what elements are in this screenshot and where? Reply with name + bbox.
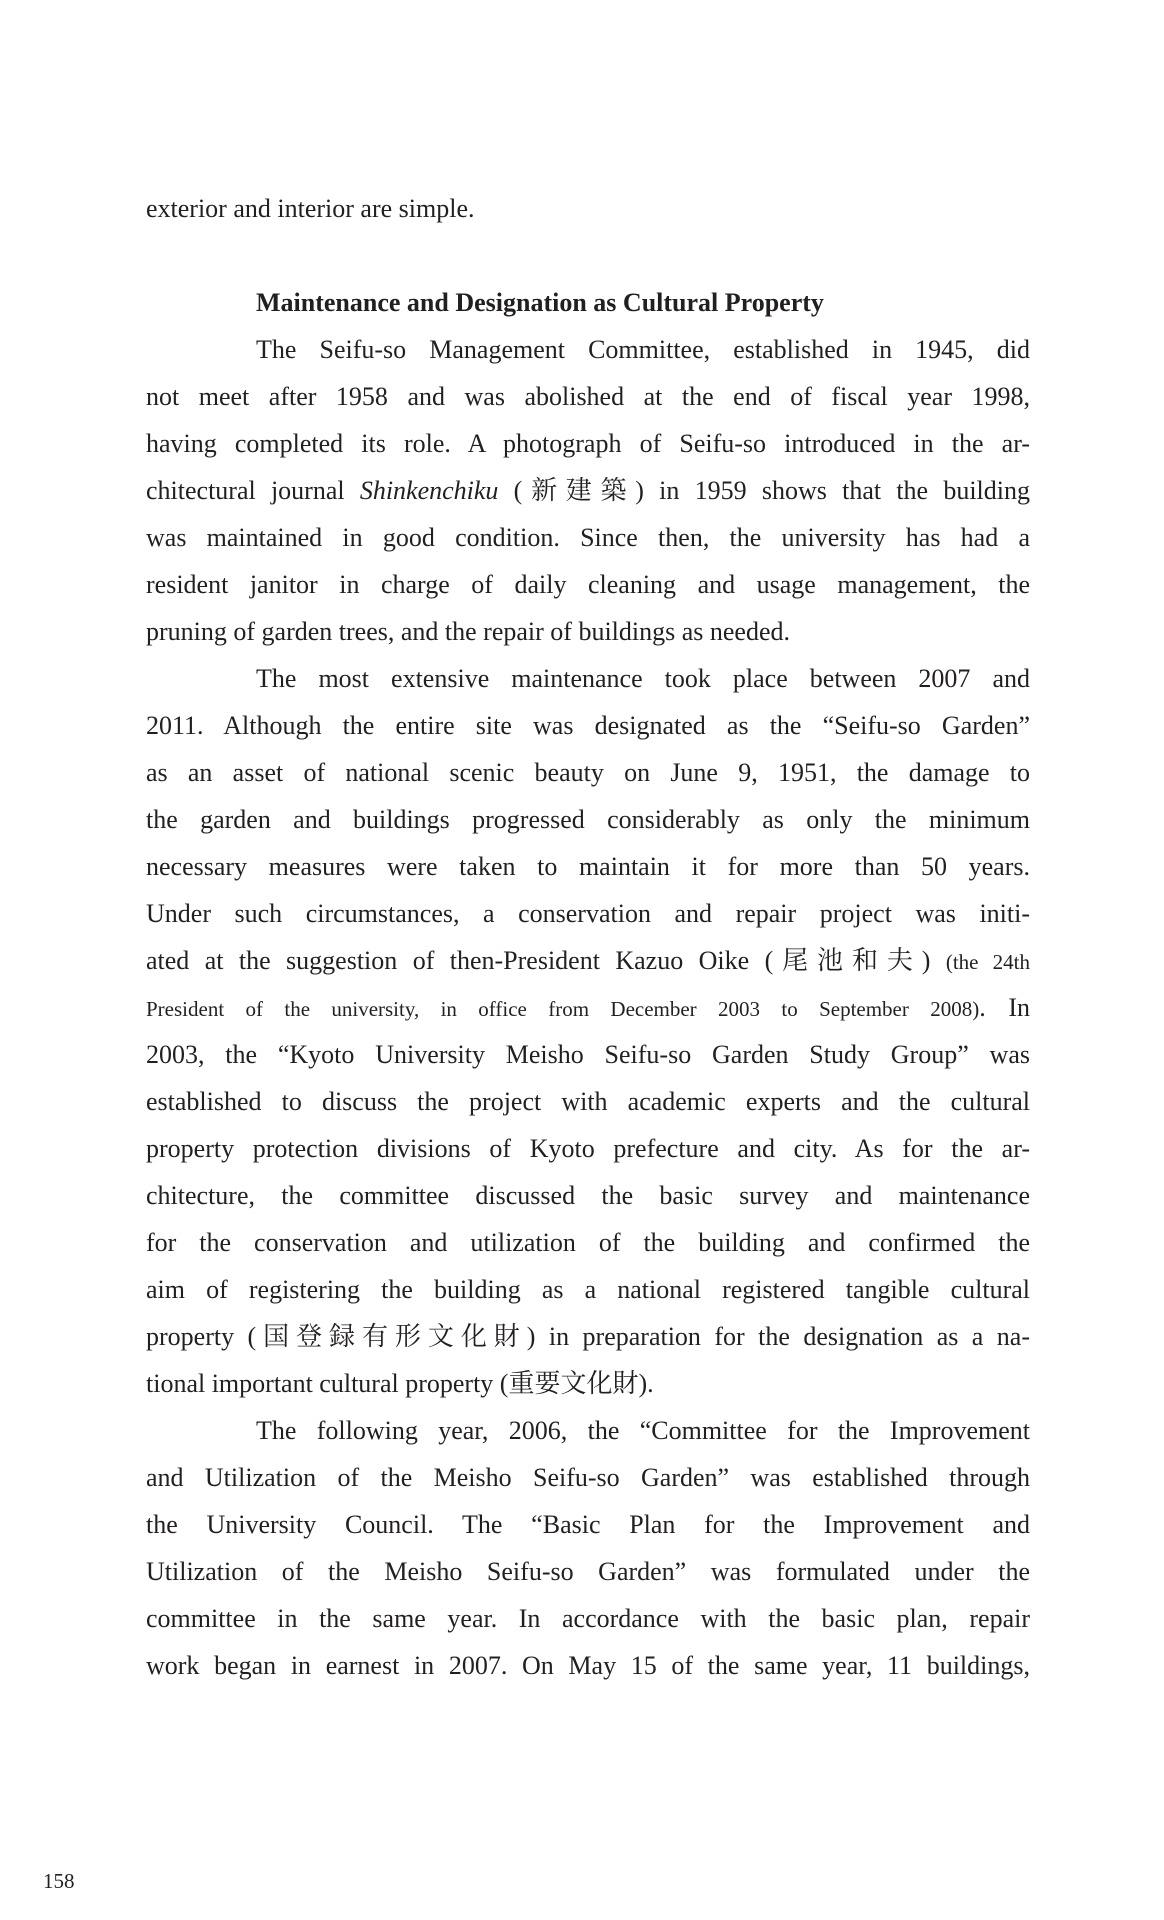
section-heading: Maintenance and Designation as Cultural Property: [256, 288, 824, 317]
text-line: property (国登録有形文化財) in preparation for the designation as a na-: [146, 1322, 1030, 1351]
text-line: for the conservation and utilization of the building and confirmed the: [146, 1228, 1030, 1257]
small-text-fragment: (the 24th: [945, 950, 1030, 974]
text-line: was maintained in good condition. Since then, the university has had a: [146, 523, 1030, 552]
text-line: established to discuss the project with academic experts and the cultural: [146, 1087, 1030, 1116]
text-line: [146, 467, 1030, 514]
text-line: work began in earnest in 2007. On May 15 of the same year, 11 buildings,: [146, 1651, 1030, 1680]
text-line: tional important cultural property (重要文化財).: [146, 1369, 654, 1398]
text-line: 2003, the “Kyoto University Meisho Seifu-so Garden Study Group” was: [146, 1040, 1030, 1069]
text-line: not meet after 1958 and was abolished at the end of fiscal year 1998,: [146, 382, 1030, 411]
text-line: The Seifu-so Management Committee, established in 1945, did: [256, 335, 1030, 364]
text-line: having completed its role. A photograph of Seifu-so introduced in the ar-: [146, 429, 1030, 458]
paragraph-gap: [146, 232, 1030, 279]
text-line: as an asset of national scenic beauty on June 9, 1951, the damage to: [146, 758, 1030, 787]
text-line: The following year, 2006, the “Committee for the Improvement: [256, 1416, 1030, 1445]
text-line: exterior and interior are simple.: [146, 194, 475, 223]
text-line: pruning of garden trees, and the repair of buildings as needed.: [146, 617, 791, 646]
page-number: 158: [43, 1869, 75, 1893]
text-fragment: . In: [979, 993, 1030, 1022]
body-text: [146, 185, 1030, 1689]
text-line: chitecture, the committee discussed the basic survey and maintenance: [146, 1181, 1030, 1210]
text-line: 2011. Although the entire site was designated as the “Seifu-so Garden”: [146, 711, 1030, 740]
text-line: [146, 937, 1030, 984]
text-line: committee in the same year. In accordance with the basic plan, repair: [146, 1604, 1030, 1633]
text-line: the University Council. The “Basic Plan for the Improvement and: [146, 1510, 1030, 1539]
text-fragment: ated at the suggestion of then-President Kazuo Oike (尾池和夫): [146, 946, 946, 975]
text-line: the garden and buildings progressed considerably as only the minimum: [146, 805, 1030, 834]
text-line: Under such circumstances, a conservation and repair project was initi-: [146, 899, 1030, 928]
text-line: Utilization of the Meisho Seifu-so Garden” was formulated under the: [146, 1557, 1030, 1586]
text-line: aim of registering the building as a national registered tangible cultural: [146, 1275, 1030, 1304]
small-text-fragment: President of the university, in office from December 2003 to September 2008): [146, 997, 980, 1021]
text-line: The most extensive maintenance took place between 2007 and: [256, 664, 1030, 693]
text-line: [146, 984, 1030, 1031]
text-line: and Utilization of the Meisho Seifu-so Garden” was established through: [146, 1463, 1030, 1492]
text-line: property protection divisions of Kyoto prefecture and city. As for the ar-: [146, 1134, 1030, 1163]
journal-title: Shinkenchiku: [359, 476, 499, 505]
text-fragment: chitectural journal: [146, 476, 360, 505]
text-line: resident janitor in charge of daily cleaning and usage management, the: [146, 570, 1030, 599]
text-line: necessary measures were taken to maintain it for more than 50 years.: [146, 852, 1030, 881]
text-fragment: (新建築) in 1959 shows that the building: [498, 476, 1030, 505]
